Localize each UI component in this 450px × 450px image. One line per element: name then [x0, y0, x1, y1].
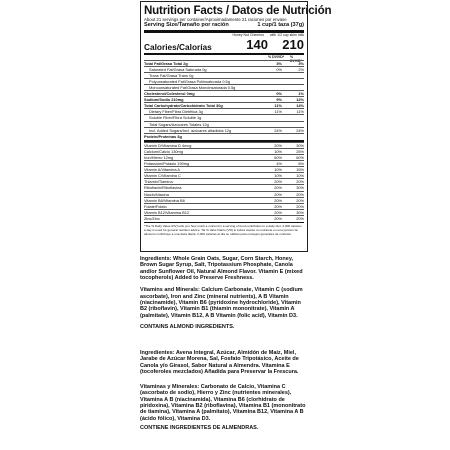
- row-label: Zinc/Zinc: [144, 215, 160, 221]
- row-dv-cereal: 20%: [274, 203, 282, 209]
- nutrition-facts-box: [140, 1, 332, 252]
- calories-label: Calories/Calorías: [144, 41, 212, 52]
- row-dv-cereal: 20%: [274, 197, 282, 203]
- row-dv-cereal: 20%: [274, 142, 282, 148]
- row-label: Vitamin C/Vitamina C: [144, 173, 181, 179]
- row-dv-cereal: 20%: [274, 209, 282, 215]
- row-label: Vitamin A/Vitamina A: [144, 167, 180, 173]
- row-label: Total Fat/Grasa Total 2g: [144, 60, 188, 66]
- row-dv-cereal: 20%: [274, 185, 282, 191]
- row-dv-with-milk: 1%: [298, 91, 304, 97]
- product-label-panel: [140, 0, 332, 450]
- dv-header-cereal: % DV/VD*: [268, 54, 285, 59]
- daily-value-footnote: *The % Daily Value (DV) tells you how much a nutrient in a serving of food contributes to a daily diet. 2,000 calories a day is used for general nutrition advice. *El % Valor Diario (VD) le indica cuánto un nutriente en una porción de alimento contribuye a una dieta diaria. 2,000 calorías al día se utilizan para consejos generales de nutrición.: [144, 224, 302, 236]
- row-dv-with-milk: 25%: [296, 148, 304, 154]
- calories-with-milk: 210: [282, 36, 304, 52]
- row-dv-cereal: 0%: [276, 91, 282, 97]
- row-label: Trans Fat/Grasa Trans 0g: [149, 72, 194, 78]
- row-dv-with-milk: 20%: [296, 203, 304, 209]
- ingredients-es-list: Ingredientes: Avena Integral, Azúcar, Almidón de Maíz, Miel, Jarabe de Azúcar Morena, Sal, Fosfato Tripotásico, Aceite de Canola y/o Girasol, Sabor Natural a Almendra. Vitamina E (tocoferoles mezclados) Añadida para Preservar la Frescura.: [140, 350, 299, 376]
- row-dv-with-milk: 20%: [296, 191, 304, 197]
- row-dv-with-milk: 11%: [296, 109, 304, 115]
- row-dv-with-milk: 20%: [296, 215, 304, 221]
- row-dv-with-milk: 3%: [298, 60, 304, 66]
- row-dv-with-milk: 24%: [296, 127, 304, 133]
- footnote-divider: [144, 222, 304, 223]
- row-label: Iron/Hierro 12mg: [144, 155, 174, 161]
- vitamins-spanish: [140, 384, 308, 431]
- row-dv-cereal: 20%: [274, 191, 282, 197]
- row-label: Vitamin D/Vitamina D 4mcg: [144, 142, 192, 148]
- row-dv-cereal: 10%: [274, 148, 282, 154]
- row-dv-cereal: 3%: [276, 60, 282, 66]
- nutrition-facts-title: Nutrition Facts / Datos de Nutrición: [144, 4, 332, 17]
- ingredients-en-list: Ingredients: Whole Grain Oats, Sugar, Corn Starch, Honey, Brown Sugar Syrup, Salt, Tripotassium Phosphate, Canola and/or Sunflower Oil, Natural Almond Flavor. Vitamin E (mixed tocopherols) Added to Preserve Freshness.: [140, 256, 303, 282]
- serving-size-value: 1 cup/1 taza (37g): [257, 22, 304, 29]
- row-label: Incl. Added Sugars/Incl. azúcares añadidos 12g: [149, 127, 232, 133]
- row-dv-cereal: 0%: [276, 66, 282, 72]
- row-dv-with-milk: 30%: [296, 142, 304, 148]
- serving-size-row: [144, 22, 304, 28]
- row-dv-with-milk: 60%: [296, 155, 304, 161]
- servings-per-container: About 21 servings per container/Aproximadamente 21 raciones por envase: [144, 17, 287, 22]
- row-dv-cereal: 10%: [274, 167, 282, 173]
- row-dv-cereal: 60%: [274, 155, 282, 161]
- row-dv-cereal: 10%: [274, 173, 282, 179]
- row-label: Cholesterol/Colesterol 0mg: [144, 91, 195, 97]
- row-label: Riboflavin/Riboflavina: [144, 185, 182, 191]
- row-label: Vitamin B12/Vitamina B12: [144, 209, 190, 215]
- nutrient-row: [144, 133, 304, 139]
- row-dv-with-milk: 2%: [298, 66, 304, 72]
- ingredients-english: [140, 256, 308, 330]
- row-label: Monounsaturated Fat/Grasa Monoinsaturada 0.5g: [149, 84, 236, 90]
- row-dv-cereal: 11%: [274, 109, 282, 115]
- vitamin-row: [144, 215, 304, 221]
- row-dv-with-milk: 30%: [296, 209, 304, 215]
- vitamins-en-list: Vitamins and Minerals: Calcium Carbonate, Vitamin C (sodium ascorbate), Iron and Zinc (mineral nutrients), A B Vitamin (niacinamide), Vitamin B6 (pyridoxine hydrochloride), Vitamin B2 (riboflavin), Vitamin B1 (thiamin mononitrate), Vitamin A (palmitate), Vitamin B12, A B Vitamin (folic acid), Vitamin D3.: [140, 287, 303, 319]
- row-dv-with-milk: 10%: [296, 173, 304, 179]
- row-label: Niacin/Niacina: [144, 191, 169, 197]
- vitamins-es-list: Vitaminas y Minerales: Carbonato de Calcio, Vitamina C (ascorbato de sodio), Hierro y Zinc (nutrientes minerales), Vitamina A B (niacinamida), Vitamina B6 (clorhidrato de piridoxina), Vitamina B2 (riboflavina), Vitamina B1 (mononitrato de tiamina), Vitamina A (palmitato), Vitamina B12, Vitamina A B (ácido fólico), Vitamina D3.: [140, 384, 306, 422]
- row-label: Polyunsaturated Fat/Grasa Poliinsaturada 0.5g: [149, 78, 230, 84]
- row-dv-with-milk: 20%: [296, 179, 304, 185]
- row-dv-cereal: 24%: [274, 127, 282, 133]
- vitamin-table: [144, 142, 304, 221]
- row-label: Protein/Proteínas 3g: [144, 133, 182, 139]
- ingredients-spanish: [140, 350, 308, 375]
- column-header-with-milk: with 1/2 cup skim milk: [269, 32, 304, 37]
- row-label: Soluble Fiber/Fibra Soluble 1g: [149, 115, 202, 121]
- row-dv-with-milk: 30%: [296, 185, 304, 191]
- row-label: Potassium/Potasio 190mg: [144, 161, 190, 167]
- row-dv-with-milk: 12%: [296, 97, 304, 103]
- serving-size-label: Serving Size/Tamaño por ración: [144, 22, 229, 29]
- row-label: Saturated Fat/Grasa Saturada 0g: [149, 66, 207, 72]
- row-label: Thiamin/Tiamina: [144, 179, 173, 185]
- row-dv-with-milk: 20%: [296, 197, 304, 203]
- row-label: Dietary Fiber/Fibra Dietética 3g: [149, 109, 203, 115]
- row-label: Calcium/Calcio 130mg: [144, 148, 183, 154]
- row-dv-cereal: 4%: [276, 161, 282, 167]
- row-label: Vitamin B6/Vitamina B6: [144, 197, 185, 203]
- row-dv-cereal: 9%: [276, 97, 282, 103]
- row-label: Total Sugars/Azúcares Totales 12g: [149, 121, 209, 127]
- row-dv-with-milk: 15%: [296, 167, 304, 173]
- row-dv-cereal: 11%: [274, 103, 282, 109]
- column-header-cereal: Honey Nut Cheerios: [232, 32, 264, 37]
- row-label: Folate/Folato: [144, 203, 167, 209]
- allergen-en: CONTAINS ALMOND INGREDIENTS.: [140, 324, 235, 331]
- row-dv-with-milk: 8%: [298, 161, 304, 167]
- row-dv-cereal: 20%: [274, 215, 282, 221]
- row-dv-with-milk: 14%: [296, 103, 304, 109]
- row-label: Total Carbohydrate/Carbohidrato Total 30g: [144, 103, 223, 109]
- calories-cereal: 140: [246, 36, 268, 52]
- calories-row: [144, 37, 304, 52]
- dv-header-with-milk: % DV/VD*: [290, 54, 303, 63]
- allergen-es: CONTIENE INGREDIENTES DE ALMENDRAS.: [140, 425, 259, 432]
- nutrient-table: [144, 60, 304, 139]
- row-dv-cereal: 20%: [274, 179, 282, 185]
- row-label: Sodium/Sodio 210mg: [144, 97, 184, 103]
